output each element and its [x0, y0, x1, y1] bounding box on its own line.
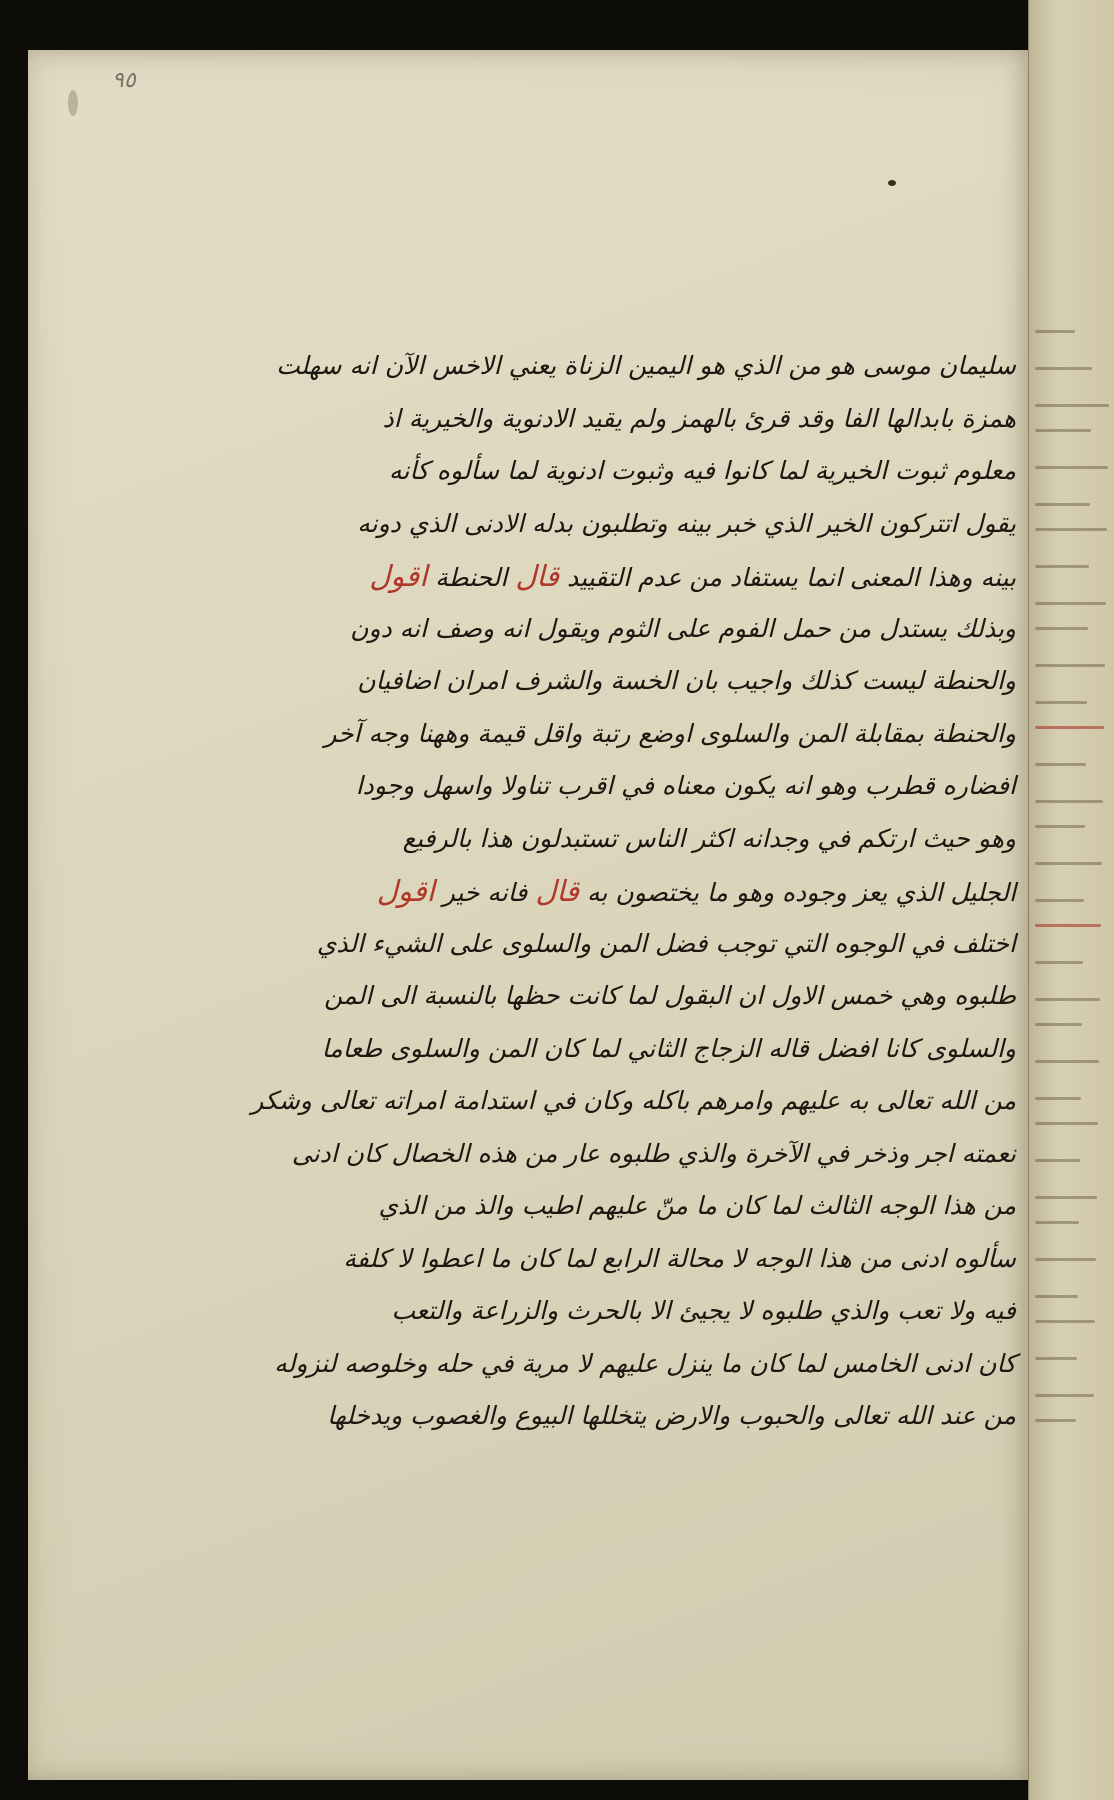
facing-page-ink-trace	[1035, 1419, 1076, 1422]
line-text: فيه ولا تعب والذي طلبوه لا يجيئ الا بالحرث والزراعة والتعب	[391, 1296, 1016, 1325]
manuscript-line	[324, 970, 1016, 1023]
folio-number: ٩٥	[112, 68, 136, 93]
manuscript-line	[357, 655, 1016, 708]
rubric-word: قال	[535, 874, 580, 908]
rubric-word: اقول	[376, 874, 435, 908]
manuscript-line	[389, 445, 1016, 498]
facing-page-ink-trace	[1035, 367, 1092, 370]
facing-page-ink-trace	[1035, 899, 1084, 902]
manuscript-line	[378, 1180, 1016, 1233]
facing-page-ink-trace	[1035, 664, 1105, 667]
line-text: همزة بابدالها الفا وقد قرئ بالهمز ولم يقيد الادنوية والخيرية اذ	[382, 403, 1016, 433]
manuscript-line	[324, 708, 1016, 761]
facing-page-ink-trace	[1035, 429, 1091, 432]
facing-page-ink-trace	[1035, 404, 1109, 407]
paper-stain	[888, 180, 896, 186]
manuscript-line	[291, 1128, 1016, 1181]
facing-page-ink-trace	[1035, 998, 1100, 1001]
facing-page-ink-trace	[1035, 1023, 1082, 1026]
facing-page-ink-trace	[1035, 528, 1107, 531]
line-text: فانه خير	[434, 878, 536, 907]
manuscript-line	[274, 1338, 1016, 1391]
manuscript-line	[369, 550, 1016, 603]
facing-page-ink-trace	[1035, 1060, 1099, 1063]
facing-page-ink-trace	[1035, 701, 1087, 704]
facing-page-ink-trace	[1035, 503, 1090, 506]
line-text: من هذا الوجه الثالث لما كان ما منّ عليهم اطيب والذ من الذي	[378, 1191, 1016, 1220]
line-text: طلبوه وهي خمس الاول ان البقول لما كانت حظها بالنسبة الى المن	[324, 981, 1016, 1010]
facing-page-ink-trace	[1035, 565, 1089, 568]
facing-page-ink-trace	[1035, 1394, 1094, 1397]
facing-page-ink-trace	[1035, 602, 1106, 605]
facing-page-ink-trace	[1035, 961, 1083, 964]
manuscript-line	[276, 340, 1016, 393]
line-text: وبذلك يستدل من حمل الفوم على الثوم ويقول انه وصف انه دون	[350, 613, 1016, 643]
facing-page-ink-trace	[1035, 1221, 1079, 1224]
line-text: والحنطة ليست كذلك واجيب بان الخسة والشرف امران اضافيان	[357, 666, 1016, 695]
facing-page-ink-trace	[1035, 1097, 1081, 1100]
line-text: افضاره قطرب وهو انه يكون معناه في اقرب تناولا واسهل وجودا	[355, 771, 1016, 800]
manuscript-line	[251, 1075, 1016, 1128]
manuscript-text-block	[251, 340, 1016, 1443]
facing-page-ink-trace	[1035, 1258, 1096, 1261]
manuscript-line	[350, 603, 1016, 656]
line-text: بينه وهذا المعنى انما يستفاد من عدم التقييد	[559, 563, 1016, 592]
facing-page-ink-trace	[1035, 1357, 1077, 1360]
rubric-word: اقول	[369, 559, 428, 593]
facing-page-ink-trace	[1035, 1122, 1098, 1125]
manuscript-line	[391, 1285, 1016, 1338]
line-text: والسلوى كانا افضل قاله الزجاج الثاني لما كان المن والسلوى طعاما	[321, 1033, 1016, 1063]
line-text: نعمته اجر وذخر في الآخرة والذي طلبوه عار من هذه الخصال كان ادنى	[291, 1138, 1016, 1168]
line-text: والحنطة بمقابلة المن والسلوى اوضع رتبة واقل قيمة وههنا وجه آخر	[324, 718, 1016, 748]
line-text: سألوه ادنى من هذا الوجه لا محالة الرابع لما كان ما اعطوا لا كلفة	[343, 1243, 1016, 1273]
rubric-word: قال	[515, 559, 560, 593]
facing-page-ink-trace	[1035, 627, 1088, 630]
facing-page-ink-trace	[1035, 924, 1101, 927]
manuscript-line	[402, 813, 1016, 866]
manuscript-line	[376, 865, 1016, 918]
facing-page-ink-trace	[1035, 1159, 1080, 1162]
line-text: سليمان موسى هو من الذي هو اليمين الزناة يعني الاخس الآن انه سهلت	[276, 351, 1016, 380]
facing-page-ink-trace	[1035, 466, 1108, 469]
facing-page-ink-trace	[1035, 726, 1104, 729]
line-text: كان ادنى الخامس لما كان ما ينزل عليهم لا مرية في حله وخلوصه لنزوله	[274, 1348, 1016, 1378]
facing-page-ink-trace	[1035, 800, 1103, 803]
line-text: الحنطة	[427, 563, 516, 592]
facing-page-ink-trace	[1035, 862, 1102, 865]
facing-page-ink-trace	[1035, 763, 1086, 766]
facing-page-ink-trace	[1035, 1320, 1095, 1323]
facing-page-ink-trace	[1035, 1196, 1097, 1199]
paper-stain	[68, 90, 78, 116]
line-text: وهو حيث ارتكم في وجدانه اكثر الناس تستبدلون هذا بالرفيع	[402, 823, 1016, 853]
facing-page-ink-trace	[1035, 330, 1075, 333]
manuscript-line	[327, 1390, 1016, 1443]
manuscript-line	[321, 1023, 1016, 1076]
line-text: من الله تعالى به عليهم وامرهم باكله وكان في استدامة امراته تعالى وشكر	[251, 1086, 1016, 1115]
manuscript-line	[355, 760, 1016, 813]
facing-page-ink-trace	[1035, 1295, 1078, 1298]
facing-page-edge	[1028, 0, 1114, 1800]
line-text: معلوم ثبوت الخيرية لما كانوا فيه وثبوت ادنوية لما سألوه كأنه	[389, 456, 1016, 485]
line-text: يقول اتتركون الخير الذي خبر بينه وتطلبون بدله الادنى الذي دونه	[357, 508, 1016, 538]
manuscript-page	[28, 50, 1028, 1780]
manuscript-line	[316, 918, 1016, 971]
line-text: اختلف في الوجوه التي توجب فضل المن والسلوى على الشيء الذي	[316, 928, 1016, 958]
manuscript-line	[357, 498, 1016, 551]
manuscript-line	[343, 1233, 1016, 1286]
manuscript-line	[382, 393, 1016, 446]
line-text: من عند الله تعالى والحبوب والارض يتخللها البيوع والغصوب ويدخلها	[327, 1401, 1016, 1430]
line-text: الجليل الذي يعز وجوده وهو ما يختصون به	[579, 878, 1016, 907]
facing-page-ink-trace	[1035, 825, 1085, 828]
